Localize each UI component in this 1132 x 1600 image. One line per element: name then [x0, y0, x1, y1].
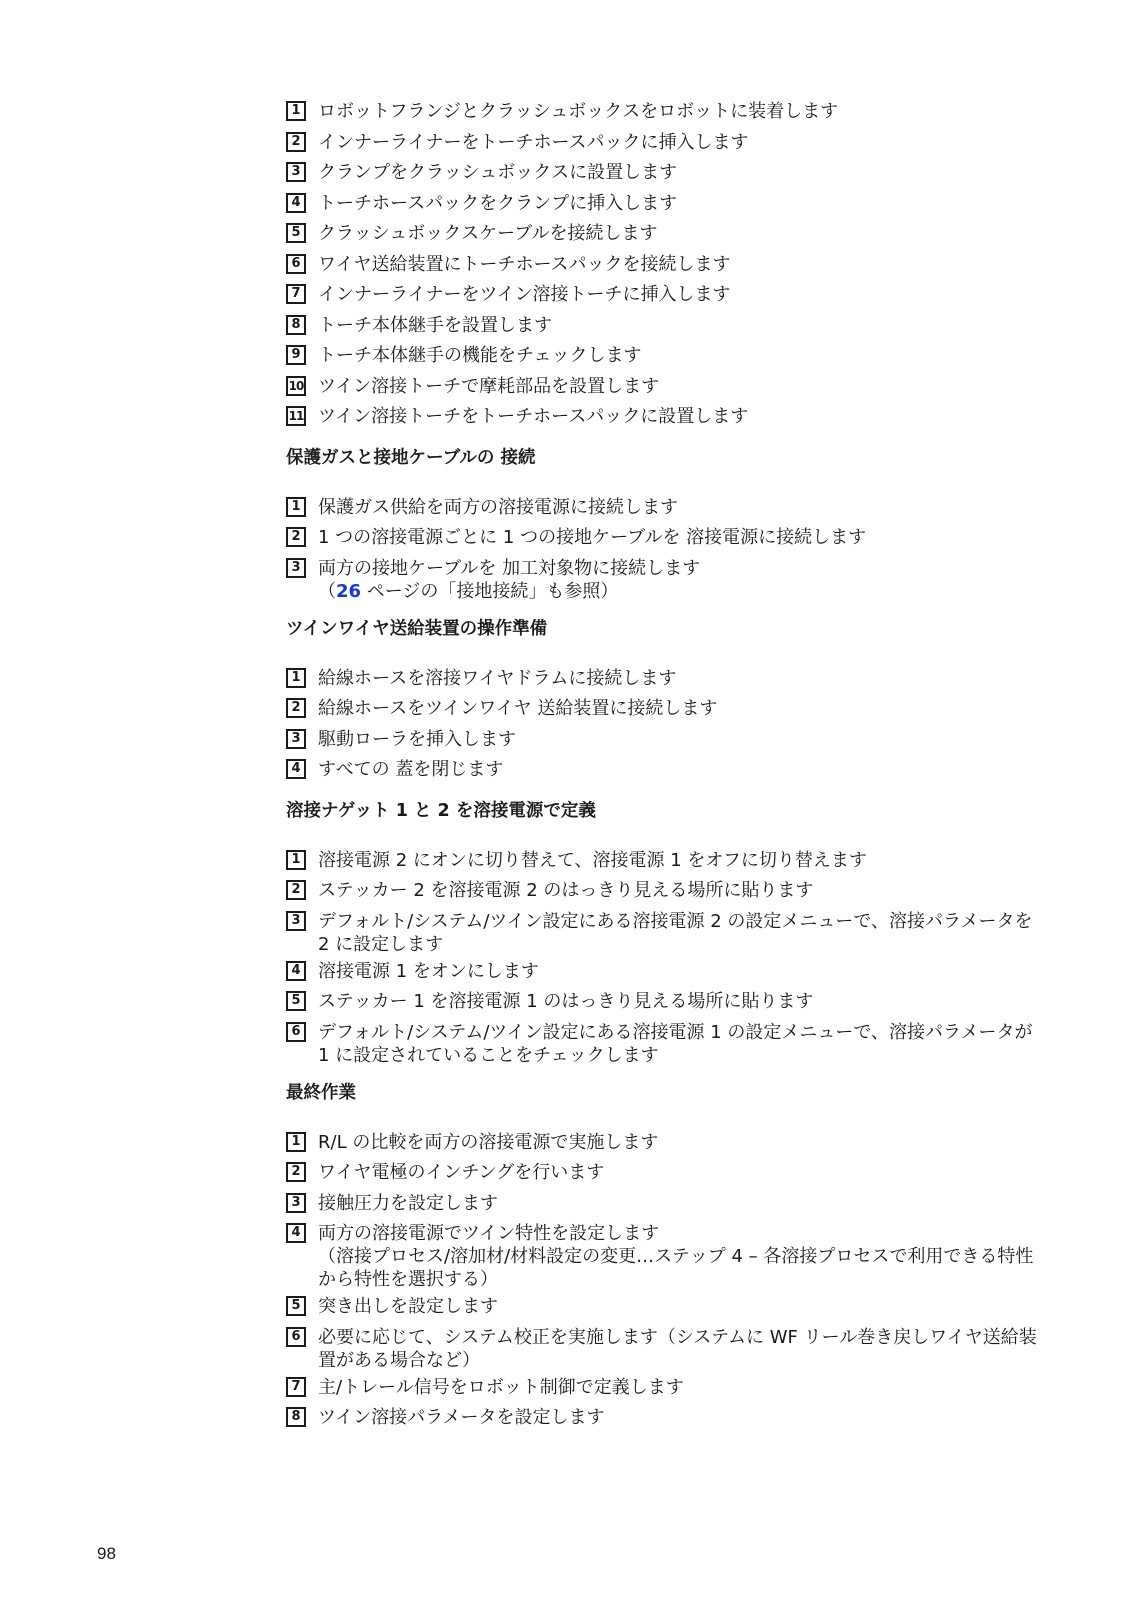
step-text: 駆動ローラを挿入します — [318, 728, 516, 750]
step-text: ツイン溶接トーチで摩耗部品を設置します — [318, 375, 660, 397]
step-number: 2 — [286, 880, 306, 900]
step-number: 3 — [286, 1193, 306, 1213]
steps-list-mounting — [286, 96, 1046, 432]
step-text: 両方の溶接電源でツイン特性を設定します （溶接プロセス/溶加材/材料設定の変更…ステップ 4 – 各溶接プロセスで利用できる特性から特性を選択する） — [318, 1223, 1034, 1290]
step-text: 接触圧力を設定します — [318, 1192, 498, 1214]
list-item — [286, 279, 1046, 310]
section-heading-define-nuggets: 溶接ナゲット 1 と 2 を溶接電源で定義 — [286, 800, 596, 821]
list-item — [286, 724, 1046, 755]
list-item — [286, 157, 1046, 188]
step-number: 5 — [286, 1296, 306, 1316]
list-item — [286, 310, 1046, 341]
step-text: 1 つの溶接電源ごとに 1 つの接地ケーブルを 溶接電源に接続します — [318, 527, 867, 548]
step-text: 突き出しを設定します — [318, 1296, 498, 1317]
step-text: ステッカー 2 を溶接電源 2 のはっきり見える場所に貼ります — [318, 880, 814, 901]
step-text: 溶接電源 2 にオンに切り替えて、溶接電源 1 をオフに切り替えます — [318, 849, 867, 871]
step-number: 6 — [286, 1022, 306, 1042]
step-text: 両方の接地ケーブルを 加工対象物に接続します （26 ページの「接地接続」も参照） — [318, 557, 701, 602]
step-number: 6 — [286, 254, 306, 274]
list-item — [286, 340, 1046, 371]
step-number: 2 — [286, 527, 306, 547]
step-number: 10 — [286, 376, 306, 396]
list-item — [286, 127, 1046, 158]
steps-list-final-tasks — [286, 1127, 1046, 1433]
list-item — [286, 553, 1046, 603]
list-item — [286, 1402, 1046, 1433]
step-text: デフォルト/システム/ツイン設定にある溶接電源 2 の設定メニューで、溶接パラメータを 2 に設定します — [318, 910, 1033, 955]
list-item — [286, 492, 1046, 523]
step-number: 8 — [286, 1407, 306, 1427]
list-item — [286, 218, 1046, 249]
step-number: 7 — [286, 284, 306, 304]
step-number: 1 — [286, 497, 306, 517]
step-text: インナーライナーをトーチホースパックに挿入します — [318, 131, 749, 153]
step-number: 5 — [286, 991, 306, 1011]
step-text: インナーライナーをツイン溶接トーチに挿入します — [318, 284, 731, 305]
list-item — [286, 956, 1046, 987]
step-text: ロボットフランジとクラッシュボックスをロボットに装着します — [318, 101, 839, 122]
step-text: 溶接電源 1 をオンにします — [318, 960, 539, 982]
step-number: 8 — [286, 315, 306, 335]
list-item — [286, 1188, 1046, 1219]
step-text: ツイン溶接トーチをトーチホースパックに設置します — [318, 406, 749, 427]
list-item — [286, 1322, 1046, 1372]
page-reference-link[interactable]: 26 — [336, 580, 362, 602]
list-item — [286, 875, 1046, 906]
section-heading-final-tasks: 最終作業 — [286, 1082, 356, 1103]
step-text: デフォルト/システム/ツイン設定にある溶接電源 1 の設定メニューで、溶接パラメータが 1 に設定されていることをチェックします — [318, 1021, 1033, 1066]
section-heading-wire-feeder: ツインワイヤ送給装置の操作準備 — [286, 618, 548, 639]
step-text: クランプをクラッシュボックスに設置します — [318, 162, 678, 183]
section-heading-gas-ground: 保護ガスと接地ケーブルの 接続 — [286, 447, 536, 468]
step-text: 必要に応じて、システム校正を実施します（システムに WF リール巻き戻しワイヤ送給装置がある場合など） — [318, 1326, 1037, 1371]
list-item — [286, 371, 1046, 402]
steps-list-define-nuggets — [286, 845, 1046, 1067]
step-number: 2 — [286, 132, 306, 152]
step-text: トーチ本体継手の機能をチェックします — [318, 345, 642, 366]
step-text: 給線ホースを溶接ワイヤドラムに接続します — [318, 667, 677, 689]
step-text: ワイヤ送給装置にトーチホースパックを接続します — [318, 253, 731, 275]
page-number: 98 — [97, 1544, 116, 1563]
steps-list-gas-ground — [286, 492, 1046, 603]
step-text: ツイン溶接パラメータを設定します — [318, 1407, 605, 1428]
list-item — [286, 754, 1046, 785]
list-item — [286, 1218, 1046, 1291]
step-text: 主/トレール信号をロボット制御で定義します — [318, 1376, 684, 1398]
step-number: 4 — [286, 759, 306, 779]
step-text: ステッカー 1 を溶接電源 1 のはっきり見える場所に貼ります — [318, 991, 814, 1012]
step-number: 6 — [286, 1327, 306, 1347]
step-number: 3 — [286, 911, 306, 931]
list-item — [286, 1372, 1046, 1403]
list-item — [286, 906, 1046, 956]
step-number: 3 — [286, 558, 306, 578]
list-item — [286, 522, 1046, 553]
step-number: 1 — [286, 101, 306, 121]
list-item — [286, 986, 1046, 1017]
steps-list-wire-feeder — [286, 663, 1046, 785]
instructions-content — [286, 96, 1046, 1433]
step-text: ワイヤ電極のインチングを行います — [318, 1162, 605, 1183]
step-text: トーチホースパックをクランプに挿入します — [318, 192, 678, 214]
step-number: 3 — [286, 162, 306, 182]
step-number: 7 — [286, 1377, 306, 1397]
step-number: 1 — [286, 1132, 306, 1152]
step-text: R/L の比較を両方の溶接電源で実施します — [318, 1131, 659, 1153]
step-text: 保護ガス供給を両方の溶接電源に接続します — [318, 496, 678, 518]
step-number: 4 — [286, 193, 306, 213]
step-number: 11 — [286, 406, 306, 426]
list-item — [286, 96, 1046, 127]
step-text: クラッシュボックスケーブルを接続します — [318, 223, 658, 244]
list-item — [286, 401, 1046, 432]
list-item — [286, 188, 1046, 219]
list-item — [286, 249, 1046, 280]
list-item — [286, 845, 1046, 876]
list-item — [286, 663, 1046, 694]
step-text: 給線ホースをツインワイヤ 送給装置に接続します — [318, 698, 718, 719]
list-item — [286, 1017, 1046, 1067]
step-text: トーチ本体継手を設置します — [318, 314, 552, 336]
list-item — [286, 693, 1046, 724]
step-number: 1 — [286, 668, 306, 688]
step-text: すべての 蓋を閉じます — [318, 759, 504, 780]
list-item — [286, 1157, 1046, 1188]
step-number: 4 — [286, 961, 306, 981]
step-number: 4 — [286, 1223, 306, 1243]
step-number: 9 — [286, 345, 306, 365]
step-number: 2 — [286, 1162, 306, 1182]
list-item — [286, 1127, 1046, 1158]
step-number: 2 — [286, 698, 306, 718]
step-number: 3 — [286, 729, 306, 749]
list-item — [286, 1291, 1046, 1322]
step-number: 5 — [286, 223, 306, 243]
step-number: 1 — [286, 850, 306, 870]
